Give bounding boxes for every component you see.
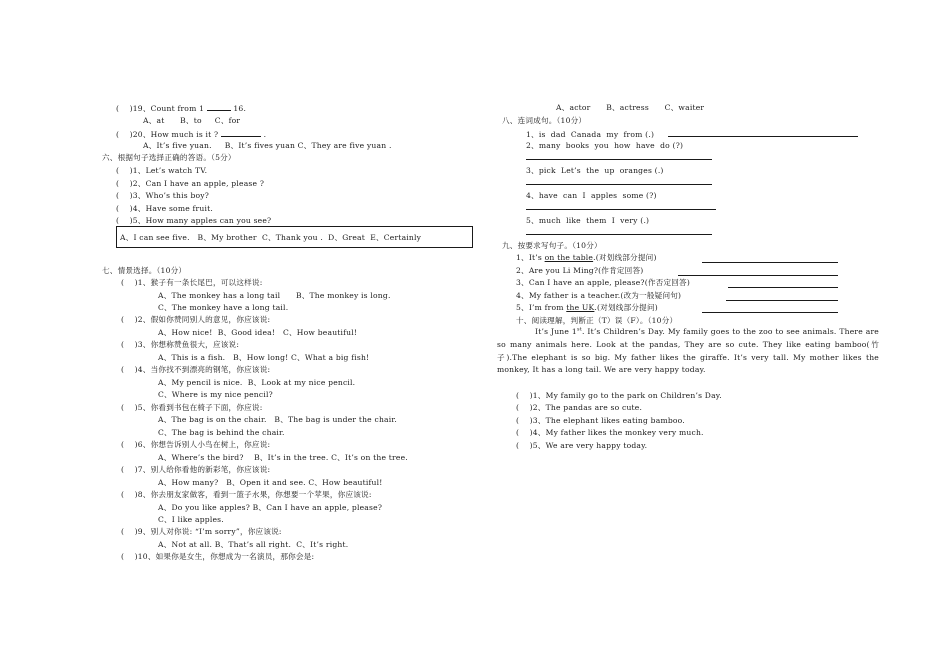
- section-7-option: A、How many? B、Open it and see. C、How beautiful!: [158, 478, 383, 487]
- answer-line[interactable]: [728, 280, 838, 288]
- section-6-item: ( )4、Have some fruit.: [116, 204, 213, 213]
- answer-line[interactable]: [526, 227, 712, 235]
- reading-passage: It’s June 1st. It’s Children’s Day. My family goes to the zoo to see animals. There are so many animals here. Look at the pandas, They are so cute. They like eating bamboo(竹子).The elephant is so big. My father likes the giraffe. It’s very tall. My mother likes the monkey, It has a long tail. We are very happy today.: [497, 326, 879, 375]
- section-7-question: ( )7、别人给你看他的新彩笔，你应该说:: [121, 465, 271, 474]
- section-7-option: A、This is a fish. B、How long! C、What a big fish!: [158, 353, 370, 362]
- section-8-item: 5、much like them I very (.): [526, 216, 650, 225]
- answer-line[interactable]: [526, 202, 716, 210]
- section-7-option: A、How nice! B、Good idea! C、How beautiful!: [158, 328, 358, 337]
- section-7-option: A、The bag is on the chair. B、The bag is under the chair.: [158, 415, 397, 424]
- question-19: ( )19、Count from 1 16.: [116, 104, 247, 113]
- section-6-item: ( )3、Who’s this boy?: [116, 191, 210, 200]
- answer-line[interactable]: [526, 177, 712, 185]
- section-6-title: 六、根据句子选择正确的答语。（5分）: [102, 153, 236, 162]
- section-7-question: ( )3、你想称赞鱼很大，应该说:: [121, 340, 240, 349]
- section-10-item: ( )5、We are very happy today.: [516, 441, 648, 450]
- section-7-question: ( )2、假如你赞同别人的意见，你应该说:: [121, 315, 271, 324]
- answer-options-text: A、I can see five. B、My brother C、Thank you . D、Great E、Certainly: [120, 233, 422, 242]
- section-10-item: ( )3、The elephant likes eating bamboo.: [516, 416, 685, 425]
- section-7-option: A、Do you like apples? B、Can I have an apple, please?: [158, 503, 383, 512]
- section-6-item: ( )2、Can I have an apple, please ?: [116, 179, 265, 188]
- answer-line[interactable]: [702, 305, 838, 313]
- section-7-question: ( )6、你想告诉别人小鸟在树上，你应说:: [121, 440, 271, 449]
- section-7-option: A、My pencil is nice. B、Look at my nice pencil.: [158, 378, 356, 387]
- section-8-item: 4、have can I apples some (?): [526, 191, 657, 200]
- section-7-option: A、The monkey has a long tail B、The monkey is long.: [158, 291, 391, 300]
- section-6-item: ( )1、Let’s watch TV.: [116, 166, 208, 175]
- section-9-item: 3、Can I have an apple, please?(作否定回答): [516, 278, 690, 287]
- section-9-item: 2、Are you Li Ming?(作肯定回答): [516, 266, 644, 275]
- section-7-question: ( )8、你去朋友家做客，看到一篮子水果，你想要一个苹果，你应该说:: [121, 490, 372, 499]
- answer-blank[interactable]: [207, 103, 231, 111]
- section-9-item: 1、It’s on the table.(对划线部分提问): [516, 253, 657, 262]
- section-8-title: 八、连词成句。（10分）: [502, 116, 587, 125]
- question-20-options: A、It’s five yuan. B、It’s fives yuan C、They are five yuan .: [143, 141, 392, 150]
- section-9-item: 5、I’m from the UK.(对划线部分提问): [516, 303, 658, 312]
- section-7-option: C、I like apples.: [158, 515, 224, 524]
- section-10-item: ( )4、My father likes the monkey very much.: [516, 428, 704, 437]
- question-10-options: A、actor B、actress C、waiter: [556, 103, 705, 112]
- section-7-question: ( )5、你看到书包在椅子下面，你应说:: [121, 403, 263, 412]
- section-7-option: A、Where’s the bird? B、It’s in the tree. C、It’s on the tree.: [158, 453, 408, 462]
- section-7-title: 七、情景选择。（10分）: [102, 266, 187, 275]
- section-6-item: ( )5、How many apples can you see?: [116, 216, 272, 225]
- section-9-title: 九、按要求写句子。（10分）: [502, 241, 602, 250]
- section-7-question: ( )1、猴子有一条长尾巴，可以这样说:: [121, 278, 263, 287]
- section-8-item: 2、many books you how have do (?): [526, 141, 684, 150]
- answer-line[interactable]: [526, 152, 712, 160]
- answer-line[interactable]: [678, 268, 838, 276]
- section-10-title: 十、阅读理解，判断正（T）误（F）。（10分）: [516, 316, 678, 325]
- question-20: ( )20、How much is it ? .: [116, 130, 267, 139]
- section-8-item: 1、is dad Canada my from (.): [526, 129, 858, 140]
- section-9-item: 4、My father is a teacher.(改为一般疑问句): [516, 291, 682, 300]
- answer-blank[interactable]: [221, 129, 261, 137]
- section-7-option: A、Not at all. B、That’s all right. C、It’s right.: [158, 540, 349, 549]
- section-10-item: ( )2、The pandas are so cute.: [516, 403, 643, 412]
- section-10-item: ( )1、My family go to the park on Children’s Day.: [516, 391, 722, 400]
- section-7-question: ( )10、如果你是女生，你想成为一名演员，那你会是:: [121, 552, 315, 561]
- section-7-option: C、The monkey have a long tail.: [158, 303, 289, 312]
- section-8-item: 3、pick Let’s the up oranges (.): [526, 166, 664, 175]
- answer-line[interactable]: [668, 129, 858, 137]
- section-7-question: ( )4、当你找不到漂亮的钢笔，你应该说:: [121, 365, 271, 374]
- section-7-option: C、The bag is behind the chair.: [158, 428, 285, 437]
- section-7-question: ( )9、别人对你说: “I’m sorry”，你应该说:: [121, 527, 282, 536]
- question-19-options: A、at B、to C、for: [143, 116, 241, 125]
- answer-line[interactable]: [702, 255, 838, 263]
- answer-line[interactable]: [726, 293, 838, 301]
- section-7-option: C、Where is my nice pencil?: [158, 390, 273, 399]
